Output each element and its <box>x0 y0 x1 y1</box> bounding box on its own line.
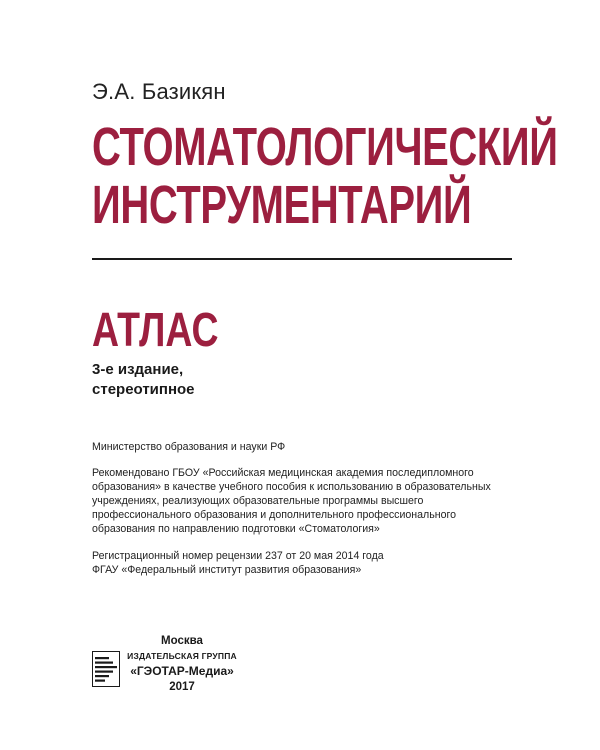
recommendation-line: Рекомендовано ГБОУ «Российская медицинская академия последипломного <box>92 467 474 479</box>
publisher-city: Москва <box>161 635 203 647</box>
recommendation-line: образования по направлению подготовки «Стоматология» <box>92 523 380 535</box>
edition-line-1: 3-е издание, <box>92 361 184 378</box>
registration-line: ФГАУ «Федеральный институт развития образования» <box>92 564 362 576</box>
edition-line-2: стереотипное <box>92 381 195 398</box>
author-name: Э.А. Базикян <box>92 79 226 104</box>
publisher-group: ИЗДАТЕЛЬСКАЯ ГРУППА <box>127 651 237 661</box>
book-title-line-1: СТОМАТОЛОГИЧЕСКИЙ <box>92 117 558 177</box>
recommendation-line: профессионального образования и дополнительного профессионального <box>92 509 456 521</box>
recommendation-line: образования» в качестве учебного пособия к использованию в образовательных <box>92 481 491 493</box>
ministry-text <box>92 440 522 454</box>
book-title-line-2: ИНСТРУМЕНТАРИЙ <box>92 175 472 235</box>
recommendation-line: учреждениях, реализующих образовательные программы высшего <box>92 495 424 507</box>
recommendation-text <box>92 466 522 536</box>
ministry-line: Министерство образования и науки РФ <box>92 441 286 453</box>
publication-year: 2017 <box>169 681 195 693</box>
registration-text <box>92 549 522 577</box>
registration-line: Регистрационный номер рецензии 237 от 20 мая 2014 года <box>92 550 384 562</box>
edition-info <box>92 360 195 400</box>
publisher-logo-icon <box>92 651 120 687</box>
publisher-text <box>122 633 242 695</box>
publisher-block <box>92 633 272 703</box>
book-title <box>92 117 558 235</box>
book-subtitle: АТЛАС <box>92 304 219 357</box>
publisher-name: «ГЭОТАР-Медиа» <box>130 664 234 678</box>
title-divider <box>92 258 512 260</box>
